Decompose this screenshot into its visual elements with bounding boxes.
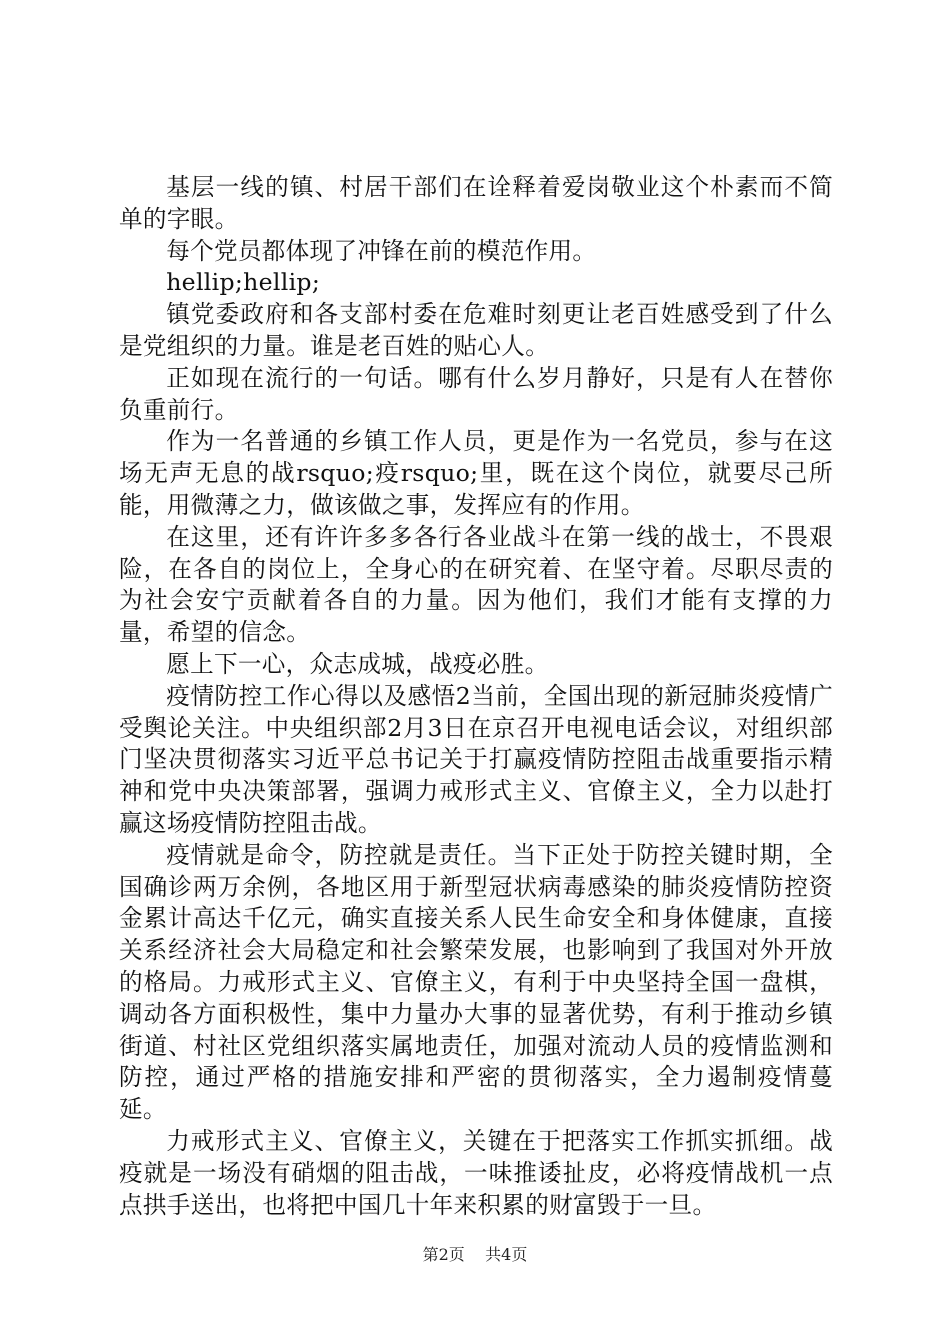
paragraph: 愿上下一心，众志成城，战疫必胜。: [166, 649, 549, 678]
footer-spacer: [470, 1245, 480, 1264]
paragraph: 作为一名普通的乡镇工作人员，更是作为一名党员，参与在这场无声无息的战rsquo;疫rsquo;里，既在这个岗位，就要尽己所能，用微薄之力，做该做之事，发挥应有的作用。: [119, 427, 833, 519]
paragraph: 疫情防控工作心得以及感悟2当前，全国出现的新冠肺炎疫情广受舆论关注。中央组织部2月3日在京召开电视电话会议，对组织部门坚决贯彻落实习近平总书记关于打赢疫情防控阻击战重要指示精神和党中央决策部署，强调力戒形式主义、官僚主义，全力以赴打赢这场疫情防控阻击战。: [119, 681, 833, 837]
paragraph: 正如现在流行的一句话。哪有什么岁月静好，只是有人在替你负重前行。: [119, 363, 833, 424]
page-number: 第2页: [422, 1245, 465, 1264]
paragraph: 疫情就是命令，防控就是责任。当下正处于防控关键时期，全国确诊两万余例，各地区用于新型冠状病毒感染的肺炎疫情防控资金累计高达千亿元，确实直接关系人民生命安全和身体健康，直接关系经济社会大局稳定和社会繁荣发展，也影响到了我国对外开放的格局。力戒形式主义、官僚主义，有利于中央坚持全国一盘棋，调动各方面积极性，集中力量办大事的显著优势，有利于推动乡镇街道、村社区党组织落实属地责任，加强对流动人员的疫情监测和防控，通过严格的措施安排和严密的贯彻落实，全力遏制疫情蔓延。: [119, 840, 833, 1124]
paragraph: 力戒形式主义、官僚主义，关键在于把落实工作抓实抓细。战疫就是一场没有硝烟的阻击战，一味推诿扯皮，必将疫情战机一点点拱手送出，也将把中国几十年来积累的财富毁于一旦。: [119, 1126, 833, 1219]
paragraph: 每个党员都体现了冲锋在前的模范作用。: [166, 236, 597, 265]
paragraph: hellip;hellip;: [166, 268, 321, 297]
document-body: [119, 172, 833, 1221]
page-total: 共4页: [485, 1245, 528, 1264]
paragraph: 镇党委政府和各支部村委在危难时刻更让老百姓感受到了什么是党组织的力量。谁是老百姓的贴心人。: [119, 300, 833, 360]
paragraph: 基层一线的镇、村居干部们在诠释着爱岗敬业这个朴素而不简单的字眼。: [119, 173, 833, 233]
page-footer: [0, 1244, 950, 1266]
paragraph: 在这里，还有许许多多各行各业战斗在第一线的战士，不畏艰险，在各自的岗位上，全身心的在研究着、在坚守着。尽职尽责的为社会安宁贡献着各自的力量。因为他们，我们才能有支撑的力量，希望的信念。: [119, 522, 833, 647]
